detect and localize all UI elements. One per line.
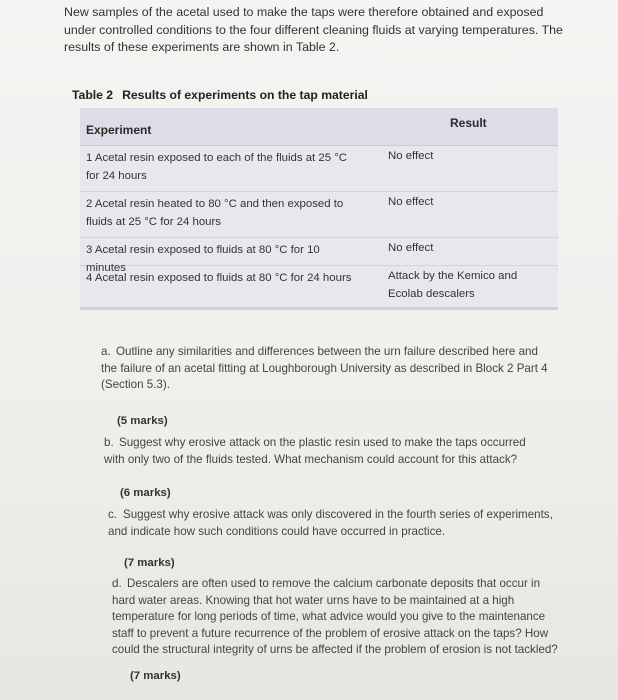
table-title: Results of experiments on the tap material: [122, 88, 368, 102]
question-text: Suggest why erosive attack on the plastic resin used to make the taps occurred with only two of the fluids tested. What mechanism could account for this attack?: [104, 436, 526, 466]
table-caption: [72, 88, 368, 102]
experiment-cell: 1 Acetal resin exposed to each of the fluids at 25 °C for 24 hours: [86, 152, 348, 182]
experiment-cell: 4 Acetal resin exposed to fluids at 80 °C for 24 hours: [86, 272, 352, 284]
question-text: Suggest why erosive attack was only discovered in the fourth series of experiments, and indicate how such conditions could have occurred in practice.: [108, 508, 553, 538]
question-letter: c.: [108, 508, 118, 521]
question-text: Descalers are often used to remove the calcium carbonate deposits that occur in hard water areas. Knowing that hot water urns have to be maintained at a high temperature for long periods of time, what advice would you give to the maintenance staff to prevent a future recurrence of the problem of erosive attack on the taps? How could the structural integrity of urns be affected if the problem of erosion is not tackled?: [112, 577, 558, 656]
result-cell: No effect: [388, 196, 434, 208]
table-row: [80, 265, 558, 307]
question-marks: (5 marks): [117, 415, 168, 427]
header-result: Result: [450, 116, 487, 130]
result-cell: No effect: [388, 150, 434, 162]
question-b: [104, 435, 544, 468]
experiment-cell: 2 Acetal resin heated to 80 °C and then exposed to fluids at 25 °C for 24 hours: [86, 198, 344, 228]
table-row: [80, 237, 558, 274]
question-marks: (7 marks): [130, 670, 181, 682]
table-row: [80, 191, 558, 238]
result-cell: Attack by the Kemico and Ecolab descalers: [388, 270, 518, 300]
question-letter: d.: [112, 577, 122, 590]
question-marks: (7 marks): [124, 557, 175, 569]
results-table: [80, 108, 558, 308]
table-row: [80, 145, 558, 192]
header-experiment: Experiment: [86, 123, 152, 137]
intro-paragraph: New samples of the acetal used to make the taps were therefore obtained and exposed under controlled conditions to the four different cleaning fluids at varying temperatures. The results of these experiments are shown in Table 2.: [64, 5, 563, 54]
table-header: [80, 108, 558, 146]
question-letter: b.: [104, 436, 114, 449]
question-letter: a.: [101, 345, 111, 358]
question-c: [108, 507, 558, 540]
table-number: Table 2: [72, 88, 114, 102]
question-marks: (6 marks): [120, 487, 171, 499]
question-text: Outline any similarities and differences between the urn failure described here and the failure of an acetal fitting at Loughborough University as described in Block 2 Part 4 (Section 5.3).: [101, 345, 548, 391]
question-a: [101, 344, 549, 394]
question-d: [112, 576, 558, 659]
table-bottom-rule: [80, 307, 558, 310]
experiment-cell: 3 Acetal resin exposed to fluids at 80 °C for 10 minutes: [86, 244, 320, 274]
result-cell: No effect: [388, 242, 434, 254]
